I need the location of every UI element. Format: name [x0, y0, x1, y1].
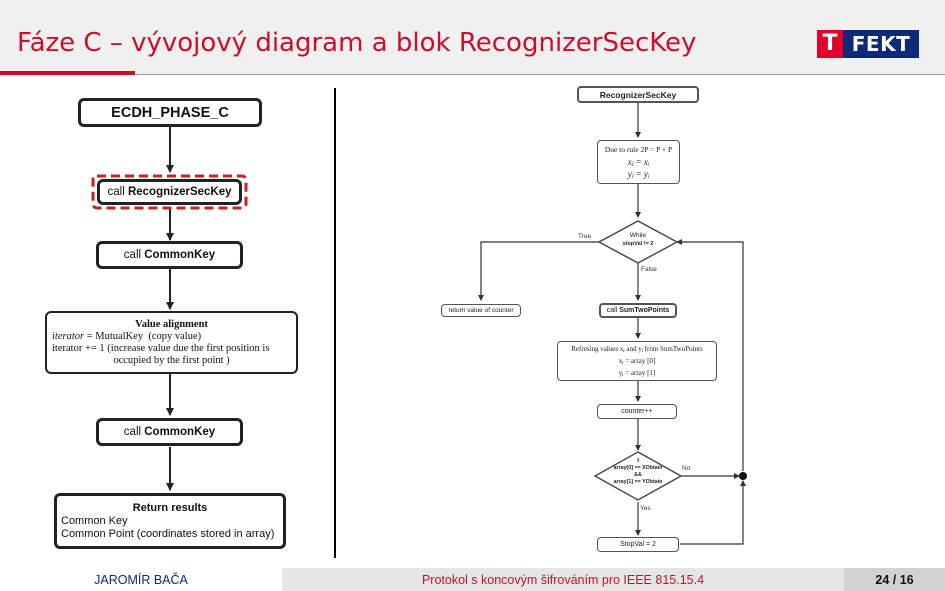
- label-no: No: [682, 465, 691, 472]
- arrow-while-true: [481, 242, 600, 300]
- alignment-var: iterator: [52, 330, 85, 342]
- alignment-line2: iterator += 1 (increase value due the first position is: [52, 342, 270, 354]
- if-line2: array[0] == XObtain: [613, 465, 663, 471]
- results-title: Return results: [132, 501, 208, 514]
- label-yes: Yes: [640, 505, 651, 512]
- while-line1: While: [629, 232, 647, 239]
- arrow-stop-to-junction: [680, 481, 743, 544]
- rstart-label: RecognizerSecKey: [599, 89, 677, 100]
- node-call-recognizer: [97, 179, 242, 205]
- label-false: False: [641, 266, 657, 273]
- while-line2: stopVal != 2: [622, 241, 654, 247]
- stopval-label: StopVal = 2: [620, 541, 656, 548]
- label-true: True: [578, 233, 592, 240]
- init-line2: xⱼ = xᵢ: [627, 157, 650, 167]
- node-ecdh-phase-c-label: ECDH_PHASE_C: [111, 104, 229, 121]
- node-call-commonkey-2: [96, 418, 243, 446]
- node-refresh-values: [557, 341, 717, 381]
- logo-t-mark: T: [817, 30, 843, 58]
- node-call-commonkey-1: [96, 241, 243, 269]
- call-prefix: call: [606, 307, 620, 314]
- node-return-results: [54, 493, 286, 549]
- node-init-values: [597, 140, 680, 184]
- alignment-line3: occupied by the first point ): [113, 354, 230, 366]
- logo-text: FEKT: [843, 30, 919, 58]
- junction-dot: [739, 472, 747, 480]
- footer-page-number: 24 / 16: [875, 572, 914, 587]
- return-counter-label: return value of counter: [448, 307, 514, 314]
- init-line3: yⱼ = yᵢ: [627, 169, 650, 179]
- refresh-line2: xⱼ = array [0]: [618, 357, 656, 365]
- call-prefix: call: [123, 426, 145, 438]
- node-return-counter: [441, 304, 521, 317]
- node-value-alignment: [45, 311, 298, 374]
- if-line4: array[1] == YObtain: [613, 479, 663, 485]
- call-name: RecognizerSecKey: [127, 186, 232, 198]
- node-stopval: [597, 537, 679, 552]
- results-line1: Common Key: [61, 514, 128, 527]
- node-counter-increment: [597, 404, 677, 419]
- if-condition-text: [600, 458, 676, 486]
- call-name: CommonKey: [144, 426, 216, 438]
- if-line1: if: [636, 458, 640, 464]
- while-condition-text: [603, 232, 673, 248]
- counter-label: counter++: [621, 408, 653, 415]
- if-line3: &&: [634, 472, 642, 478]
- refresh-line1: Refresing values xⱼ and yⱼ from SumTwoPoints: [571, 345, 703, 353]
- footer-author-text: JAROMÍR BAČA: [94, 572, 188, 587]
- refresh-line3: yⱼ = array [1]: [618, 369, 656, 377]
- call-prefix: call: [123, 249, 145, 261]
- init-line1: Due to rule 2P = P + P: [604, 145, 673, 154]
- alignment-line1-rest: = MutualKey (copy value): [84, 330, 202, 342]
- call-prefix: call: [107, 186, 128, 198]
- slide-title: Fáze C – vývojový diagram a blok RecognizerSecKey: [17, 28, 697, 58]
- call-name: SumTwoPoints: [619, 307, 670, 314]
- footer-page: [844, 568, 945, 591]
- node-recognizer-start: [577, 86, 699, 103]
- footer-talk-text: Protokol s koncovým šifrováním pro IEEE 815.15.4: [421, 572, 705, 587]
- column-separator: [334, 88, 336, 558]
- results-line2: Common Point (coordinates stored in array): [61, 527, 275, 540]
- footer-talk: [282, 568, 844, 591]
- node-ecdh-phase-c: [78, 98, 262, 127]
- alignment-line1: [52, 331, 291, 343]
- call-name: CommonKey: [144, 249, 216, 261]
- node-call-sumtwopoints: [599, 303, 677, 318]
- alignment-title: Value alignment: [135, 318, 208, 330]
- footer-author: [0, 568, 282, 591]
